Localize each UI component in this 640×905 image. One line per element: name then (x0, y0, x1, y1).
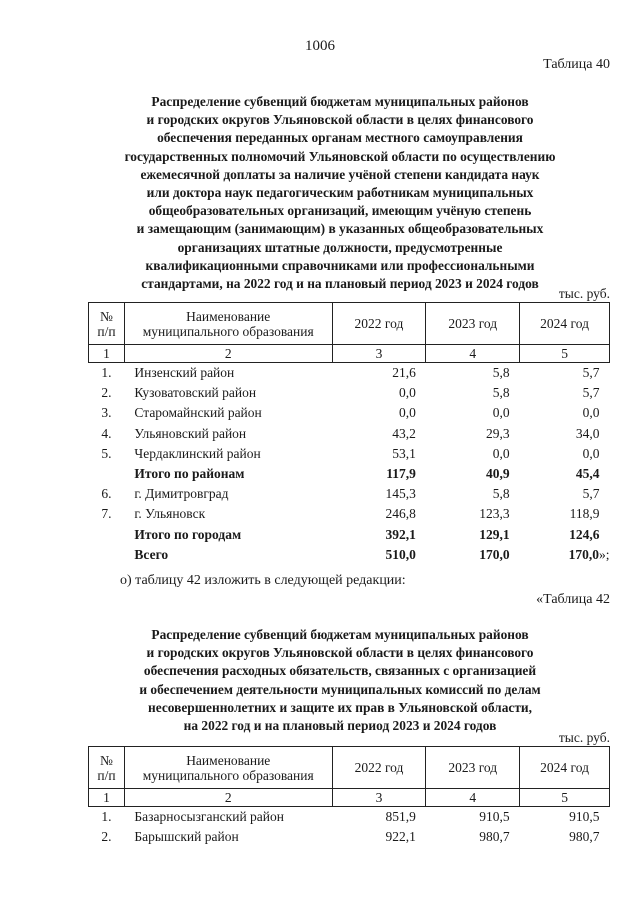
index-cell: 3 (332, 345, 426, 363)
row-name: Итого по районам (134, 466, 245, 482)
value-2024: 45,4 (575, 466, 600, 482)
table-row (89, 363, 610, 384)
value-2022: 922,1 (385, 829, 416, 845)
row-name: г. Ульяновск (134, 506, 206, 522)
header-2022: 2022 год (332, 303, 426, 345)
closing-quote: »; (598, 546, 610, 562)
row-name: Кузоватовский район (134, 385, 257, 401)
value-2022: 392,1 (385, 526, 416, 542)
value-2024: 118,9 (569, 506, 600, 522)
value-2024: 124,6 (569, 526, 600, 542)
index-cell: 2 (124, 789, 332, 807)
table-row (89, 807, 610, 828)
row-no (89, 545, 125, 565)
title-line: или доктора наук педагогическим работникам муниципальных (146, 185, 534, 201)
value-2022: 53,1 (392, 445, 416, 461)
value-2022: 0,0 (398, 385, 416, 401)
row-name: Итого по городам (134, 526, 242, 542)
table-42 (88, 746, 610, 847)
value-2024: 0,0 (582, 445, 600, 461)
index-cell: 3 (332, 789, 426, 807)
table-row (89, 504, 610, 524)
value-2023: 980,7 (479, 829, 510, 845)
table-row (89, 424, 610, 444)
value-2024: 5,7 (582, 486, 600, 502)
title-line: ежемесячной доплаты за наличие учёной степени кандидата наук (140, 166, 540, 182)
value-2022: 246,8 (385, 506, 416, 522)
value-2023: 0,0 (492, 405, 510, 421)
value-2023: 129,1 (479, 526, 510, 542)
value-2022: 510,0 (385, 546, 416, 562)
title-line: обеспечения расходных обязательств, связанных с организацией (143, 663, 537, 679)
value-2023: 29,3 (486, 425, 510, 441)
index-cell: 5 (520, 789, 610, 807)
row-name: Барышский район (134, 829, 239, 845)
row-no: 4. (101, 425, 112, 441)
value-2022: 43,2 (392, 425, 416, 441)
row-no: 7. (101, 506, 112, 522)
title-line: обеспечения переданных органам местного самоуправления (157, 130, 523, 146)
row-name: Чердаклинский район (134, 445, 261, 461)
row-no: 5. (101, 445, 112, 461)
table-row-total (89, 545, 610, 565)
value-2022: 851,9 (385, 809, 416, 825)
table-40-title (70, 93, 610, 293)
row-no (89, 464, 125, 484)
table-40 (88, 302, 610, 565)
table-row (89, 403, 610, 423)
table-40-label: Таблица 40 (543, 57, 610, 72)
value-2022: 0,0 (398, 405, 416, 421)
title-line: и городских округов Ульяновской области в целях финансового (146, 645, 534, 661)
value-2023: 910,5 (479, 809, 510, 825)
title-line: стандартами, на 2022 год и на плановый период 2023 и 2024 годов (141, 276, 539, 292)
title-line: Распределение субвенций бюджетам муниципальных районов (151, 94, 529, 109)
header-2022: 2022 год (332, 747, 426, 789)
value-2022: 117,9 (386, 466, 416, 482)
title-line: и замещающим (занимающим) в указанных общеобразовательных (136, 221, 544, 237)
title-line: и городских округов Ульяновской области в целях финансового (146, 112, 534, 128)
value-2023: 40,9 (486, 466, 510, 482)
table-42-title (70, 626, 610, 735)
header-2024: 2024 год (520, 747, 610, 789)
title-line: и обеспечением деятельности муниципальных комиссий по делам (139, 681, 541, 697)
header-no: № п/п (89, 303, 125, 345)
value-2022: 21,6 (392, 365, 416, 381)
value-2024: 5,7 (582, 365, 600, 381)
index-cell: 4 (426, 345, 520, 363)
value-2023: 170,0 (479, 546, 510, 562)
table-row-subtotal (89, 525, 610, 545)
row-no (89, 525, 125, 545)
header-2023: 2023 год (426, 747, 520, 789)
title-line: на 2022 год и на плановый период 2023 и 2024 годов (183, 718, 497, 734)
row-no: 3. (101, 405, 112, 421)
title-line: Распределение субвенций бюджетам муниципальных районов (151, 627, 529, 642)
row-no: 6. (101, 486, 112, 502)
table-row (89, 444, 610, 464)
title-line: организациях штатные должности, предусмотренные (177, 239, 503, 255)
table-row (89, 484, 610, 504)
value-2024: 34,0 (575, 425, 600, 441)
value-2024: 170,0 (568, 546, 599, 562)
value-2024: 910,5 (569, 809, 600, 825)
header-no: № п/п (89, 747, 125, 789)
value-2023: 123,3 (479, 506, 510, 522)
row-name: Всего (134, 546, 169, 562)
value-2023: 5,8 (492, 385, 510, 401)
value-2024: 980,7 (569, 829, 600, 845)
table-row (89, 827, 610, 847)
header-name: Наименование муниципального образования (124, 303, 332, 345)
page-number: 1006 (305, 38, 335, 54)
value-2023: 0,0 (492, 445, 510, 461)
value-2023: 5,8 (492, 486, 510, 502)
title-line: общеобразовательных организаций, имеющим учёную степень (148, 203, 532, 219)
row-no: 1. (101, 809, 112, 825)
value-2024: 0,0 (582, 405, 600, 421)
table-row-subtotal (89, 464, 610, 484)
header-name: Наименование муниципального образования (124, 747, 332, 789)
value-2024: 5,7 (582, 385, 600, 401)
row-no: 2. (101, 829, 112, 845)
row-no: 2. (101, 385, 112, 401)
value-2023: 5,8 (492, 365, 510, 381)
row-name: Инзенский район (134, 365, 235, 381)
title-line: квалификационными справочниками или профессиональными (145, 257, 535, 273)
title-line: несовершеннолетних и защите их прав в Ульяновской области, (148, 699, 532, 715)
table-42-units: тыс. руб. (558, 730, 610, 745)
index-cell: 1 (89, 345, 125, 363)
row-name: Старомайнский район (134, 405, 262, 421)
table-42-label: «Таблица 42 (536, 592, 610, 607)
index-cell: 5 (520, 345, 610, 363)
row-no: 1. (101, 365, 112, 381)
table-40-units: тыс. руб. (558, 286, 610, 301)
row-name: г. Димитровград (134, 486, 229, 502)
title-line: государственных полномочий Ульяновской области по осуществлению (124, 148, 556, 164)
value-2024-cell (520, 545, 610, 565)
row-name: Ульяновский район (134, 425, 247, 441)
index-cell: 4 (426, 789, 520, 807)
index-cell: 1 (89, 789, 125, 807)
header-2023: 2023 год (426, 303, 520, 345)
value-2022: 145,3 (385, 486, 416, 502)
amendment-note: о) таблицу 42 изложить в следующей редакции: (120, 573, 406, 588)
header-2024: 2024 год (520, 303, 610, 345)
table-row (89, 383, 610, 403)
row-name: Базарносызганский район (134, 809, 285, 825)
index-cell: 2 (124, 345, 332, 363)
